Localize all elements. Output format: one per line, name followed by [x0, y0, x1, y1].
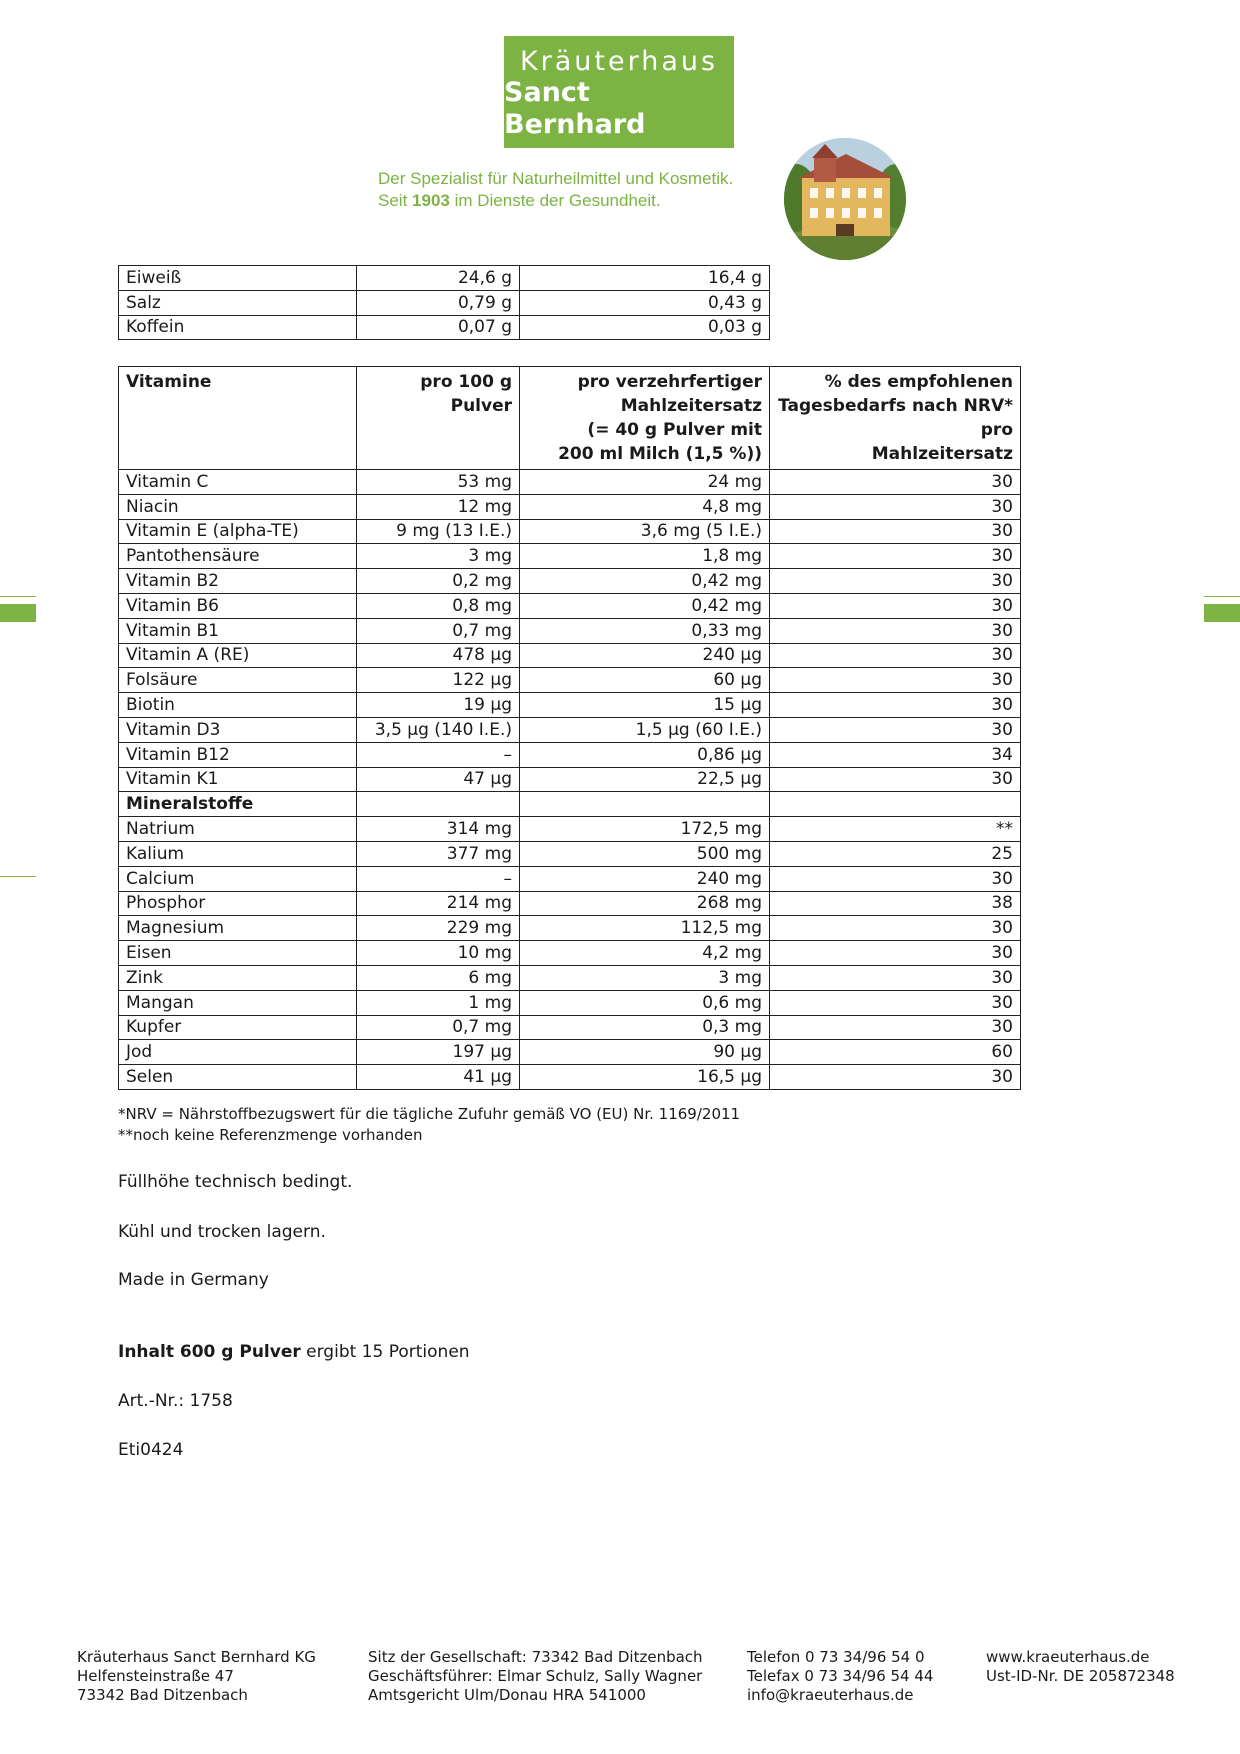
building-photo [784, 138, 906, 260]
row-name: Vitamin B12 [119, 742, 357, 767]
row-nrv: 25 [770, 841, 1021, 866]
row-per-serving: 268 mg [520, 891, 770, 916]
row-per-serving: 0,6 mg [520, 990, 770, 1015]
row-name: Vitamin D3 [119, 717, 357, 742]
footnote-nrv: *NRV = Nährstoffbezugswert für die tägliche Zufuhr gemäß VO (EU) Nr. 1169/2011 [118, 1105, 741, 1123]
brand-logo [504, 36, 734, 148]
brand-line1: Kräuterhaus [519, 46, 719, 77]
row-per100: 0,7 mg [357, 1015, 520, 1040]
footer-web: www.kraeuterhaus.de Ust-ID-Nr. DE 205872348 [986, 1648, 1175, 1685]
edge-mark-right-bar [1204, 604, 1240, 622]
brand-tagline [378, 168, 733, 212]
row-nrv: 38 [770, 891, 1021, 916]
row-per-serving: 0,42 mg [520, 569, 770, 594]
row-per100: 6 mg [357, 965, 520, 990]
row-nrv: 30 [770, 519, 1021, 544]
table-row [119, 494, 1021, 519]
row-per-serving: 240 µg [520, 643, 770, 668]
table-row [119, 965, 1021, 990]
row-per100: 478 µg [357, 643, 520, 668]
origin-note: Made in Germany [118, 1270, 269, 1290]
row-per100: 197 µg [357, 1040, 520, 1065]
row-name: Selen [119, 1065, 357, 1090]
row-per100: 41 µg [357, 1065, 520, 1090]
row-per100: 0,07 g [357, 315, 520, 340]
article-number: Art.-Nr.: 1758 [118, 1391, 233, 1411]
row-per-serving: 1,8 mg [520, 544, 770, 569]
table-row [119, 643, 1021, 668]
nutrition-table [118, 265, 770, 340]
row-name: Koffein [119, 315, 357, 340]
edge-mark-left-line [0, 596, 36, 597]
row-name: Kalium [119, 841, 357, 866]
content-note: Inhalt 600 g Pulver ergibt 15 Portionen [118, 1342, 470, 1362]
row-per-serving: 22,5 µg [520, 767, 770, 792]
row-per100: 10 mg [357, 941, 520, 966]
table-row [119, 1015, 1021, 1040]
row-nrv: ** [770, 817, 1021, 842]
fill-note: Füllhöhe technisch bedingt. [118, 1172, 353, 1192]
row-per-serving: 15 µg [520, 693, 770, 718]
row-name: Magnesium [119, 916, 357, 941]
table-row [119, 668, 1021, 693]
table-row [119, 1065, 1021, 1090]
row-per-serving: 0,3 mg [520, 1015, 770, 1040]
row-per100: 0,8 mg [357, 593, 520, 618]
row-per-serving: 500 mg [520, 841, 770, 866]
row-per100: 0,7 mg [357, 618, 520, 643]
table-row [119, 717, 1021, 742]
table-row [119, 742, 1021, 767]
footnotes [118, 1104, 740, 1146]
row-per100: 0,79 g [357, 290, 520, 315]
row-name: Natrium [119, 817, 357, 842]
row-per-serving: 0,43 g [520, 290, 770, 315]
row-per100: 377 mg [357, 841, 520, 866]
row-per-serving: 0,03 g [520, 315, 770, 340]
row-per-serving: 112,5 mg [520, 916, 770, 941]
row-nrv: 30 [770, 1015, 1021, 1040]
table-row [119, 266, 770, 291]
table-row [119, 891, 1021, 916]
row-per100: 0,2 mg [357, 569, 520, 594]
row-nrv: 30 [770, 916, 1021, 941]
table-row [119, 470, 1021, 495]
row-name: Kupfer [119, 1015, 357, 1040]
row-nrv: 34 [770, 742, 1021, 767]
table-row [119, 916, 1021, 941]
row-per-serving: 16,4 g [520, 266, 770, 291]
row-name: Calcium [119, 866, 357, 891]
row-per100: 47 µg [357, 767, 520, 792]
header-vitamine: Vitamine [119, 367, 357, 470]
row-per-serving [520, 792, 770, 817]
table-row [119, 519, 1021, 544]
row-nrv: 30 [770, 941, 1021, 966]
row-per100: 19 µg [357, 693, 520, 718]
table-row [119, 693, 1021, 718]
row-per100: – [357, 866, 520, 891]
row-name: Vitamin A (RE) [119, 643, 357, 668]
table-row [119, 315, 770, 340]
footnote-no-reference: **noch keine Referenzmenge vorhanden [118, 1126, 423, 1144]
footer-legal: Sitz der Gesellschaft: 73342 Bad Ditzenbach Geschäftsführer: Elmar Schulz, Sally Wagner Amtsgericht Ulm/Donau HRA 541000 [368, 1648, 703, 1704]
row-name: Vitamin K1 [119, 767, 357, 792]
row-nrv: 30 [770, 618, 1021, 643]
table-row [119, 290, 770, 315]
table-row [119, 1040, 1021, 1065]
row-name: Eiweiß [119, 266, 357, 291]
row-name: Pantothensäure [119, 544, 357, 569]
row-per-serving: 3 mg [520, 965, 770, 990]
row-nrv: 30 [770, 569, 1021, 594]
row-per-serving: 3,6 mg (5 I.E.) [520, 519, 770, 544]
tagline-line1: Der Spezialist für Naturheilmittel und Kosmetik. [378, 169, 734, 188]
section-row [119, 792, 1021, 817]
row-per100: 122 µg [357, 668, 520, 693]
row-nrv: 30 [770, 717, 1021, 742]
row-name: Jod [119, 1040, 357, 1065]
row-name: Mangan [119, 990, 357, 1015]
edge-mark-left-bar [0, 604, 36, 622]
row-nrv: 30 [770, 593, 1021, 618]
row-nrv: 30 [770, 767, 1021, 792]
edge-mark-left-line-low [0, 876, 36, 877]
table-header-row [119, 367, 1021, 470]
row-name: Vitamin C [119, 470, 357, 495]
table-row [119, 618, 1021, 643]
label-code: Eti0424 [118, 1440, 184, 1460]
footer-company: Kräuterhaus Sanct Bernhard KG Helfensteinstraße 47 73342 Bad Ditzenbach [77, 1648, 316, 1704]
row-per100: 53 mg [357, 470, 520, 495]
row-per100 [357, 792, 520, 817]
row-nrv: 30 [770, 965, 1021, 990]
row-per100: 314 mg [357, 817, 520, 842]
row-name: Vitamin B2 [119, 569, 357, 594]
header-per-serving: pro verzehrfertiger Mahlzeitersatz (= 40 g Pulver mit 200 ml Milch (1,5 %)) [520, 367, 770, 470]
edge-mark-right-line [1204, 596, 1240, 597]
row-nrv: 60 [770, 1040, 1021, 1065]
row-name: Zink [119, 965, 357, 990]
header-nrv: % des empfohlenen Tagesbedarfs nach NRV* pro Mahlzeitersatz [770, 367, 1021, 470]
row-name: Folsäure [119, 668, 357, 693]
table-row [119, 593, 1021, 618]
row-name: Vitamin B6 [119, 593, 357, 618]
row-nrv: 30 [770, 494, 1021, 519]
row-nrv: 30 [770, 544, 1021, 569]
footer-contact: Telefon 0 73 34/96 54 0 Telefax 0 73 34/96 54 44 info@kraeuterhaus.de [747, 1648, 934, 1704]
row-per-serving: 60 µg [520, 668, 770, 693]
vitamin-table-body [119, 470, 1021, 1090]
row-per-serving: 172,5 mg [520, 817, 770, 842]
row-per-serving: 0,33 mg [520, 618, 770, 643]
row-nrv: 30 [770, 866, 1021, 891]
table-row [119, 941, 1021, 966]
row-per-serving: 24 mg [520, 470, 770, 495]
row-name: Eisen [119, 941, 357, 966]
row-nrv [770, 792, 1021, 817]
row-name: Niacin [119, 494, 357, 519]
row-per100: 1 mg [357, 990, 520, 1015]
table-row [119, 767, 1021, 792]
vitamin-mineral-table [118, 366, 1021, 1090]
row-name: Mineralstoffe [119, 792, 357, 817]
row-per-serving: 0,42 mg [520, 593, 770, 618]
row-name: Vitamin E (alpha-TE) [119, 519, 357, 544]
row-per100: 214 mg [357, 891, 520, 916]
brand-line2: Sanct Bernhard [504, 77, 646, 140]
row-per-serving: 90 µg [520, 1040, 770, 1065]
header-per100: pro 100 g Pulver [357, 367, 520, 470]
tagline-line2: Seit 1903 im Dienste der Gesundheit. [378, 191, 661, 210]
table-row [119, 569, 1021, 594]
row-per-serving: 4,2 mg [520, 941, 770, 966]
row-per-serving: 16,5 µg [520, 1065, 770, 1090]
row-name: Vitamin B1 [119, 618, 357, 643]
row-nrv: 30 [770, 693, 1021, 718]
table-row [119, 841, 1021, 866]
row-per100: 229 mg [357, 916, 520, 941]
row-nrv: 30 [770, 1065, 1021, 1090]
row-per100: – [357, 742, 520, 767]
table-row [119, 544, 1021, 569]
row-per-serving: 0,86 µg [520, 742, 770, 767]
row-name: Phosphor [119, 891, 357, 916]
row-name: Salz [119, 290, 357, 315]
storage-note: Kühl und trocken lagern. [118, 1222, 326, 1242]
row-per-serving: 1,5 µg (60 I.E.) [520, 717, 770, 742]
table-row [119, 817, 1021, 842]
row-name: Biotin [119, 693, 357, 718]
row-nrv: 30 [770, 470, 1021, 495]
row-nrv: 30 [770, 668, 1021, 693]
row-per100: 9 mg (13 I.E.) [357, 519, 520, 544]
row-per100: 24,6 g [357, 266, 520, 291]
row-per100: 3 mg [357, 544, 520, 569]
row-nrv: 30 [770, 643, 1021, 668]
row-per-serving: 240 mg [520, 866, 770, 891]
row-per100: 12 mg [357, 494, 520, 519]
row-per-serving: 4,8 mg [520, 494, 770, 519]
table-row [119, 866, 1021, 891]
table-row [119, 990, 1021, 1015]
row-nrv: 30 [770, 990, 1021, 1015]
row-per100: 3,5 µg (140 I.E.) [357, 717, 520, 742]
